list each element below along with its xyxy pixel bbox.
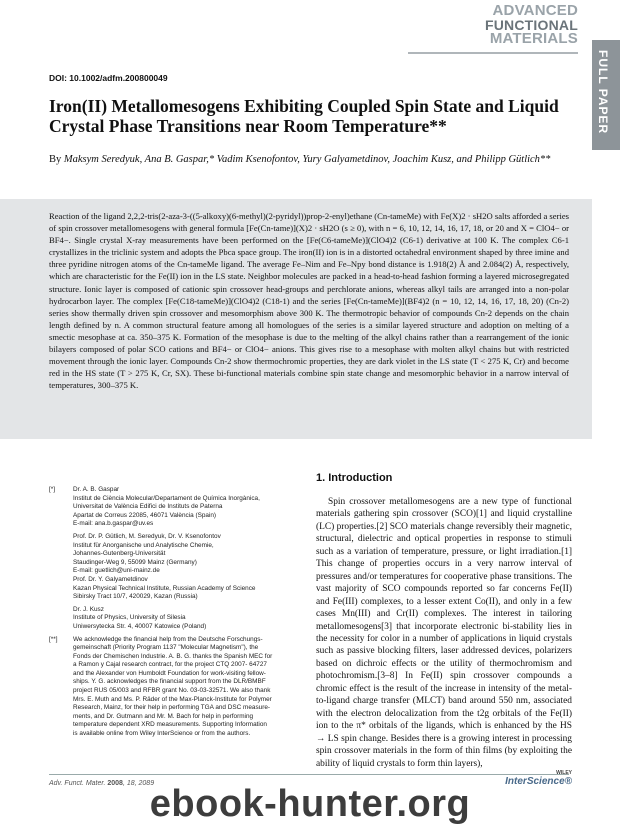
footnote-acknowledgements (49, 636, 301, 739)
footnote-line: Uniwersytecka Str. 4, 40007 Katowice (Poland) (73, 622, 207, 630)
footer-divider (49, 774, 569, 775)
footnote-line: Prof. Dr. Y. Galyametdinov (73, 575, 148, 583)
footnote-line: ments, and Dr. Gutmann and Mr. M. Bach for help in performing (73, 712, 254, 720)
footnote-body (73, 486, 301, 632)
author-list (49, 153, 569, 167)
footnote-line: project RUS 05/003 and RFBR grant No. 03-03-32571. We also thank (73, 687, 271, 695)
footnote-affiliations (49, 486, 301, 632)
footnote-line: Institut de Ciència Molecular/Departament de Química Inorgànica, (73, 494, 260, 502)
footnote-line: Institute of Physics, University of Silesia (73, 614, 186, 622)
footnote-line: Research, Mainz, for their help in performing TGA and DSC measure- (73, 704, 271, 712)
footnote-line: Sibirsky Tract 10/7, 420029, Kazan (Russia) (73, 593, 198, 601)
footnote-line: Staudinger-Weg 9, 55099 Mainz (Germany) (73, 558, 197, 566)
footnote-line: gemeinschaft (Priority Program 1137 "Molecular Magnetism"), the (73, 644, 259, 652)
paper-title: Iron(II) Metallomesogens Exhibiting Coupled Spin State and Liquid Crystal Phase Transitions near Room Temperature** (49, 96, 559, 136)
footer-journal: Adv. Funct. Mater. (49, 780, 106, 787)
abstract-text: Reaction of the ligand 2,2,2-tris(2-aza-3-((5-alkoxy)(6-methyl)(2-pyridyl))prop-2-enyl)ethane (Cn-tameMe) with Fe(X)2 · sH2O salts afforded a series of spin crossover metallomesogens with general formula [Fe(Cn-tame)](X)2 · sH2O (s ≥ 0), with n = 6, 10, 12, 14, 16, 17, 18, or 20 and X = ClO4− or BF4−. Single crystal X-ray measurements have been performed on the [Fe(C6-tameMe)](ClO4)2 (C6-1) derivative at 100 K. The complex C6-1 crystallizes in the triclinic system and adopts the Pbca space group. The iron(II) ion is in a distorted octahedral environment shaped by three imine and three pyridine nitrogen atoms of the Cn-tameMe ligand. The average Fe–Nim and Fe–Npy bond distance is 1.918(2) Å and 2.084(2) Å, respectively, which are characteristic for the Fe(II) ion in the LS state. Neighbor molecules are packed in a head-to-head fashion forming a layered microsegregated structure. Ionic layer is composed of cationic spin crossover head-groups and perchlorate anions, whereas alkyl tails are arranged into a non-polar hydrocarbon layer. The complex [Fe(C18-tameMe)](ClO4)2 (C18-1) and the series [Fe(Cn-tameMe)](BF4)2 (n = 10, 12, 14, 16, 17, 18, 20) (Cn-2) series show thermally driven spin crossover and mesomorphism above 300 K. The thermotropic behavior of compounds Cn-2 depends on the chain length defined by n. A common structural feature among all homologues of the series is a similar layered structure and adoption on melting of a smectic mesophase at ca. 350–375 K. Formation of the mesophase is due to the melting of the alkyl chains rather than a rearrangement of the ionic bilayers composed of polar SCO cations and BF4− or ClO4− anions. This gives rise to a mesophase with molten alkyl chains but with restricted movement through the ionic layer. Compounds Cn-2 show thermochromic properties, they are dark violet in the LS state (T < 275 K, Cr) and become red in the HS state (T > 275 K, Cr, SX). These bi-functional materials combine spin state change and mesomorphic behavior in a narrow interval of temperatures, 300–375 K. (49, 211, 569, 391)
footnote-line: is available online from Wiley InterScience or from the authors. (73, 730, 251, 738)
footnote-line: E-mail: guetlich@uni-mainz.de (73, 567, 160, 575)
footnote-line: E-mail: ana.b.gaspar@uv.es (73, 520, 154, 528)
author-by: By (49, 154, 62, 165)
logo-line-3: MATERIALS (489, 30, 578, 47)
footnote-line: a Ramon y Cajal research contract, for the project CTQ 2007- 64727 (73, 661, 267, 669)
side-tab-label: FULL PAPER (596, 50, 610, 135)
footnote-marker: [*] (49, 486, 56, 493)
footnote-line: Dr. A. B. Gaspar (73, 486, 120, 493)
footnote-line: ships. Y. G. acknowledges the financial support from the DLR/BMBF (73, 678, 266, 686)
footer-volume: , 18, 2089 (122, 780, 155, 787)
intro-paragraph: Spin crossover metallomesogens are a new type of functional materials gathering spin crossover (SCO)[1] and liquid crystalline (LC) properties.[2] SCO materials change reversibly their magnetic, structural, dielectric and optical properties in response to stimuli such as a variation of temperature, pressure, or light irradiation.[1] This change of properties occurs in a very narrow interval of pressures and/or temperatures for cooperative phase transitions. The vast majority of SCO compounds reported so far concerns Fe(II) and Fe(III) complexes, to a lesser extent Co(II), and only in a few cases Mn(III) and Cr(II) complexes. The interest in tailoring metallomesogens[3] that incorporate electronic bi-stability lies in the necessity for color in a number of applications in liquid crystals such as passive blocking filters, laser addressed devices, polarizers based on dichroic effects or the utility of thermochromism and photochromism.[3–8] In Fe(II) spin crossover compounds a chromic effect is the result of the increase in intensity of the metal-to-ligand charge transfer (MLCT) band around 550 nm, associated with the electron delocalization from the t2g orbitals of the Fe(II) ion to the π* orbitals of the ligands, which is enhanced by the HS → LS spin change. Besides there is a growing interest in processing spin crossover materials in the form of thin films (by exploiting the ability of liquid crystals to form thin layers), (316, 497, 572, 769)
abstract-box (0, 199, 592, 439)
footnote-line: Fonds der Chemischen Industrie. A. B. G. thanks the Spanish MEC for (73, 652, 273, 660)
section-side-tab (592, 40, 620, 150)
doi: DOI: 10.1002/adfm.200800049 (49, 73, 168, 83)
journal-logo (485, 4, 578, 46)
footnote-line: and the Alexander von Humboldt Foundation for work-visiting fellow- (73, 669, 266, 677)
author-names: Maksym Seredyuk, Ana B. Gaspar,* Vadim Ksenofontov, Yury Galyametdinov, Joachim Kusz, and Philipp Gütlich** (63, 154, 551, 165)
footnote-line: Apartat de Correus 22085, 46071 València (Spain) (73, 511, 217, 519)
section-heading: 1. Introduction (316, 472, 393, 484)
footnote-line: Institut für Anorganische und Analytische Chemie, (73, 541, 214, 549)
logo-line-1: ADVANCED (492, 2, 578, 19)
logo-divider (408, 52, 578, 54)
watermark: ebook-hunter.org (149, 783, 471, 825)
footnote-line: Prof. Dr. P. Gütlich, M. Seredyuk, Dr. V. Ksenofontov (73, 532, 221, 540)
footnote-line: Universitat de València Edifici de Instituts de Paterna (73, 503, 223, 511)
footnote-line: temperature dependent XRD measurements. Supporting Information (73, 721, 267, 729)
footnote-body (73, 636, 301, 739)
footnote-line: Johannes-Gutenberg-Universität (73, 550, 166, 558)
footer-year: 2008 (107, 780, 123, 787)
logo-line-2: FUNCTIONAL (485, 17, 578, 33)
footnote-line: Kazan Physical Technical Institute, Russian Academy of Science (73, 584, 256, 592)
footnote-line: Dr. J. Kusz (73, 605, 104, 613)
footnote-line: Mrs. E. Muth and Ms. P. Räder of the Max-Planck-Institute for Polymer (73, 695, 272, 703)
footnote-line: We acknowledge the financial help from the Deutsche Forschungs- (73, 635, 263, 643)
footnotes (49, 486, 301, 743)
wiley-line-1: WILEY (556, 770, 572, 776)
footnote-marker: [**] (49, 635, 58, 643)
wiley-line-2: InterScience® (505, 776, 572, 787)
